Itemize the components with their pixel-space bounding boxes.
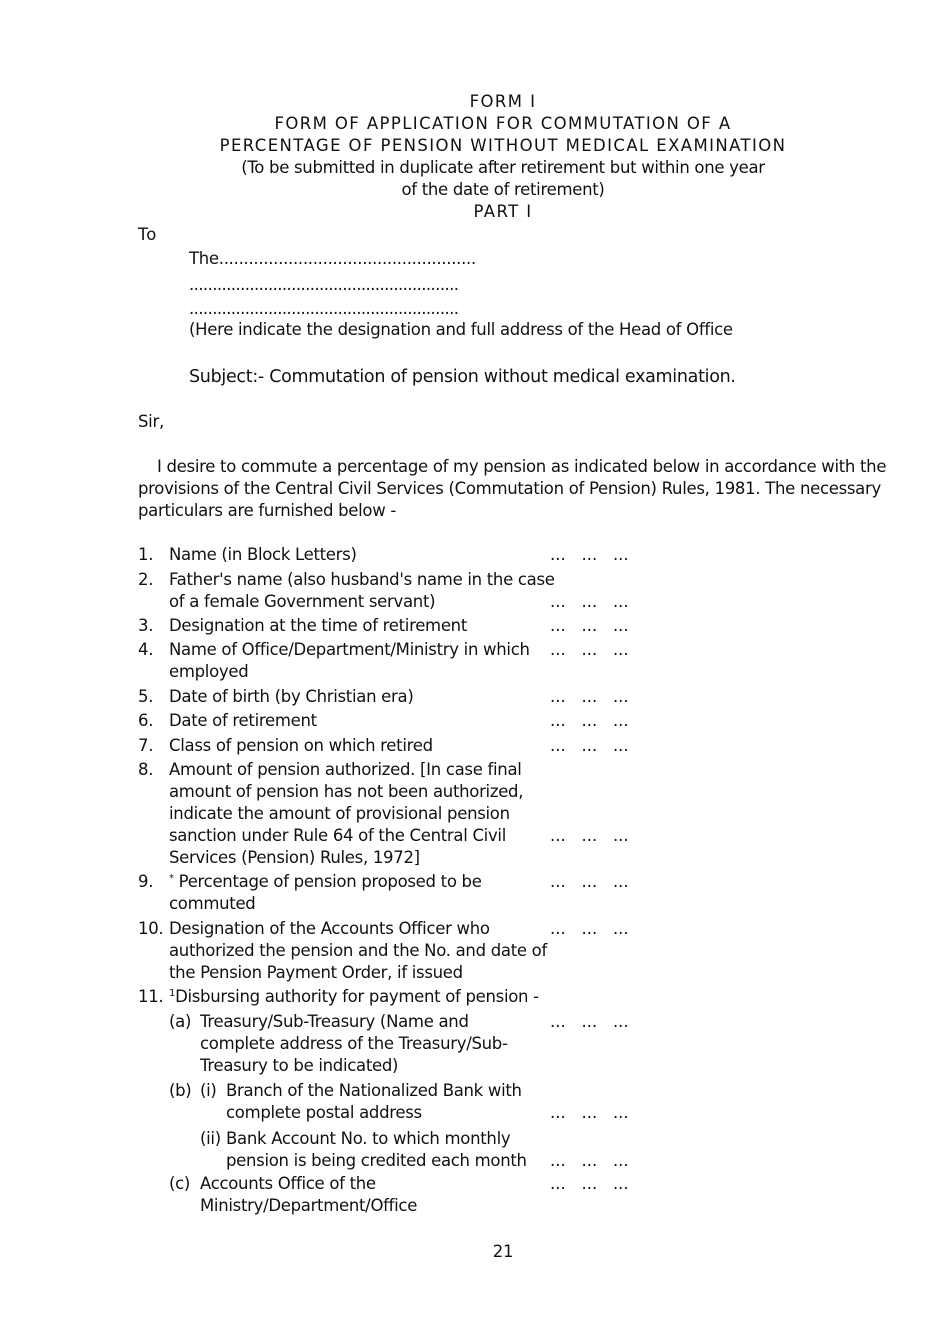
sub-item-label: pension is being credited each month bbox=[226, 1151, 527, 1170]
item-label: Name of Office/Department/Ministry in which bbox=[169, 640, 530, 659]
to-label: To bbox=[138, 225, 158, 244]
item-number: 6. bbox=[138, 711, 154, 730]
fill-in-dots: ... ... ... bbox=[550, 592, 629, 611]
item-number: 11. bbox=[138, 987, 164, 1006]
sub-item-label: complete postal address bbox=[226, 1103, 422, 1122]
item-number: 7. bbox=[138, 736, 154, 755]
item-label-text: Percentage of pension proposed to be bbox=[173, 872, 482, 891]
item-number: 10. bbox=[138, 919, 164, 938]
sub-item-label: Treasury/Sub-Treasury (Name and bbox=[200, 1012, 469, 1031]
item-label: Amount of pension authorized. [In case final bbox=[169, 760, 522, 779]
item-number: 4. bbox=[138, 640, 154, 659]
fill-in-dots: ... ... ... bbox=[550, 1012, 629, 1031]
subject-line: Subject:- Commutation of pension without medical examination. bbox=[189, 367, 736, 387]
item-label: Class of pension on which retired bbox=[169, 736, 433, 755]
body-line-2: provisions of the Central Civil Services (Commutation of Pension) Rules, 1981. The necessary bbox=[138, 479, 881, 498]
page-number: 21 bbox=[492, 1242, 514, 1261]
item-label: the Pension Payment Order, if issued bbox=[169, 963, 463, 982]
fill-in-dots: ... ... ... bbox=[550, 687, 629, 706]
salutation: Sir, bbox=[138, 412, 164, 431]
item-number: 3. bbox=[138, 616, 154, 635]
fill-in-dots: ... ... ... bbox=[550, 711, 629, 730]
item-label bbox=[169, 986, 539, 1008]
asterisk-marker: * bbox=[169, 873, 174, 884]
footnote-marker: 1 bbox=[169, 988, 176, 999]
item-number: 9. bbox=[138, 872, 154, 891]
address-line-2: .......................................................... bbox=[189, 275, 459, 294]
item-label: commuted bbox=[169, 894, 256, 913]
item-label-text: Disbursing authority for payment of pension - bbox=[175, 987, 539, 1006]
item-number: 1. bbox=[138, 545, 154, 564]
item-label: Date of retirement bbox=[169, 711, 317, 730]
form-title-line-1: FORM OF APPLICATION FOR COMMUTATION OF A bbox=[274, 114, 732, 133]
item-label: authorized the pension and the No. and date of bbox=[169, 941, 547, 960]
item-label bbox=[169, 871, 482, 893]
submission-note-line-2: of the date of retirement) bbox=[401, 180, 605, 199]
item-label: Designation of the Accounts Officer who bbox=[169, 919, 490, 938]
fill-in-dots: ... ... ... bbox=[550, 736, 629, 755]
form-title-line-2: PERCENTAGE OF PENSION WITHOUT MEDICAL EXAMINATION bbox=[219, 136, 787, 155]
fill-in-dots: ... ... ... bbox=[550, 1151, 629, 1170]
address-line-3: .......................................................... bbox=[189, 299, 459, 318]
body-line-3: particulars are furnished below - bbox=[138, 501, 397, 520]
item-number: 8. bbox=[138, 760, 154, 779]
fill-in-dots: ... ... ... bbox=[550, 616, 629, 635]
sub-sub-item-marker: (ii) bbox=[200, 1129, 221, 1148]
item-label: of a female Government servant) bbox=[169, 592, 436, 611]
sub-item-label: complete address of the Treasury/Sub- bbox=[200, 1034, 508, 1053]
item-label: amount of pension has not been authorized, bbox=[169, 782, 524, 801]
item-label: Name (in Block Letters) bbox=[169, 545, 357, 564]
fill-in-dots: ... ... ... bbox=[550, 545, 629, 564]
submission-note-line-1: (To be submitted in duplicate after retirement but within one year bbox=[241, 158, 765, 177]
sub-sub-item-marker: (i) bbox=[200, 1081, 217, 1100]
item-number: 5. bbox=[138, 687, 154, 706]
address-line-1: The.................................................... bbox=[189, 249, 476, 268]
fill-in-dots: ... ... ... bbox=[550, 1174, 629, 1193]
item-label: Designation at the time of retirement bbox=[169, 616, 468, 635]
sub-item-label: Treasury to be indicated) bbox=[200, 1056, 399, 1075]
sub-item-label: Accounts Office of the bbox=[200, 1174, 376, 1193]
fill-in-dots: ... ... ... bbox=[550, 826, 629, 845]
address-instruction: (Here indicate the designation and full address of the Head of Office bbox=[189, 320, 733, 339]
body-line-1: I desire to commute a percentage of my pension as indicated below in accordance with the bbox=[157, 457, 887, 476]
form-number: FORM I bbox=[469, 92, 537, 111]
item-number: 2. bbox=[138, 570, 154, 589]
sub-item-label: Ministry/Department/Office bbox=[200, 1196, 418, 1215]
item-label: indicate the amount of provisional pension bbox=[169, 804, 510, 823]
part-heading: PART I bbox=[473, 202, 533, 221]
fill-in-dots: ... ... ... bbox=[550, 919, 629, 938]
sub-item-marker: (b) bbox=[169, 1081, 192, 1100]
fill-in-dots: ... ... ... bbox=[550, 640, 629, 659]
sub-item-marker: (c) bbox=[169, 1174, 191, 1193]
sub-item-marker: (a) bbox=[169, 1012, 192, 1031]
sub-item-label: Bank Account No. to which monthly bbox=[226, 1129, 511, 1148]
item-label: sanction under Rule 64 of the Central Civil bbox=[169, 826, 506, 845]
item-label: Father's name (also husband's name in the case bbox=[169, 570, 555, 589]
fill-in-dots: ... ... ... bbox=[550, 872, 629, 891]
sub-item-label: Branch of the Nationalized Bank with bbox=[226, 1081, 522, 1100]
fill-in-dots: ... ... ... bbox=[550, 1103, 629, 1122]
item-label: employed bbox=[169, 662, 249, 681]
item-label: Date of birth (by Christian era) bbox=[169, 687, 414, 706]
item-label: Services (Pension) Rules, 1972] bbox=[169, 848, 420, 867]
body-paragraph bbox=[138, 456, 887, 522]
